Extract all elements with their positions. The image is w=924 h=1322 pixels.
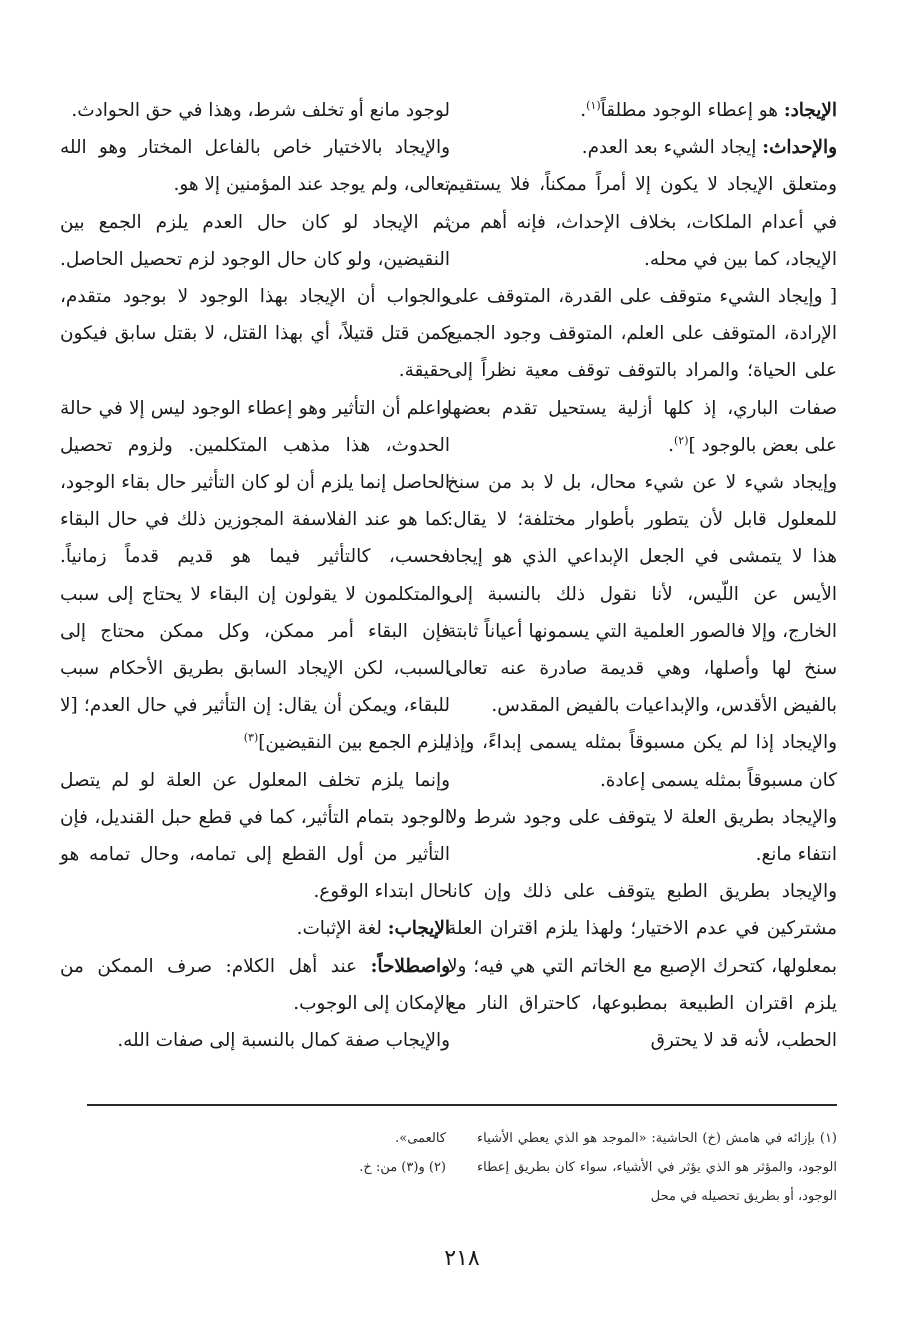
term-heading: الإيجاد: <box>783 100 837 121</box>
paragraph: وإيجاد شيء لا عن شيء محال، بل لا بد من سنخ للمعلول قابل لأن يتطور بأطوار مختلفة؛ لا يقال: هذا لا يتمشى في الجعل الإبداعي الذي هو إيجاد الأيس عن اللّيس، لأنا نقول ذلك بالنسبة إلى الخارج، وإلا فالصور العلمية التي يسمونها أعياناً ثابتة سنخ لها وأصلها، وهي قديمة صادرة عنه تعالى بالفيض الأقدس، والإبداعيات بالفيض المقدس. <box>447 472 837 717</box>
right-column <box>447 92 837 1059</box>
paragraph: لوجود مانع أو تخلف شرط، وهذا في حق الحوادث. <box>71 100 450 121</box>
paragraph-text: [ وإيجاد الشيء متوقف على القدرة، المتوقف على الإرادة، المتوقف على العلم، المتوقف وجود الجميع على الحياة؛ والمراد بالتوقف توقف معية نظراً إلى صفات الباري، إذ كلها أزلية يستحيل تقدم بعضها على بعض بالوجود ] <box>447 286 837 456</box>
footnote: (٢) و(٣) من: خ. <box>359 1160 446 1175</box>
paragraph: والإيجاد بطريق العلة لا يتوقف على وجود شرط ولا انتفاء مانع. <box>447 806 837 866</box>
paragraph-text: هو إعطاء الوجود مطلقاً <box>600 100 784 121</box>
footnote-ref[interactable]: (٣) <box>243 731 259 745</box>
footnote-ref[interactable]: (٢) <box>673 433 689 447</box>
paragraph-text: إيجاد الشيء بعد العدم. <box>581 137 763 159</box>
paragraph: ومتعلق الإيجاد لا يكون إلا أمراً ممكناً، فلا يستقيم في أعدام الملكات، بخلاف الإحداث، فإنه أهم من الإيجاد، كما بين في محله. <box>447 174 837 270</box>
paragraph-text: واعلم أن التأثير وهو إعطاء الوجود ليس إلا في حالة الحدوث، هذا مذهب المتكلمين. ولزوم تحصيل الحاصل إنما يلزم أن لو كان التأثير حال بقاء الوجود، كما هو عند الفلاسفة المجوزين ذلك في حال البقاء فحسب، كالتأثير فيما هو قديم قدماً زمانياً. والمتكلمون لا يقولون إن البقاء لا يحتاج إلى سبب فإن البقاء أمر ممكن، وكل ممكن محتاج إلى السبب، لكن الإيجاد السابق بطريق الأحكام سبب للبقاء، ويمكن أن يقال: إن التأثير في حال العدم؛ [لا يلزم الجمع بين النقيضين] <box>60 397 450 754</box>
paragraph: والإيجاد بطريق الطبع يتوقف على ذلك وإن كانا مشتركين في عدم الاختيار؛ ولهذا يلزم اقتران العلة بمعلولها، كتحرك الإصبع مع الخاتم التي هي فيه؛ ولا يلزم اقتران الطبيعة بمطبوعها، كاحتراق النار مع الحطب، لأنه قد لا يحترق <box>447 881 837 1052</box>
footnotes-left <box>276 1124 446 1182</box>
paragraph-tail: . <box>668 434 674 456</box>
paragraph: والإيجاد بالاختيار خاص بالفاعل المختار وهو الله تعالى، ولم يوجد عند المؤمنين إلا هو. <box>60 137 450 196</box>
paragraph <box>60 948 450 1022</box>
paragraph: ثم الإيجاد لو كان حال العدم يلزم الجمع بين النقيضين، ولو كان حال الوجود لزم تحصيل الحاصل. والجواب أن الإيجاد بهذا الوجود لا بوجود متقدم، كمن قتل قتيلاً، أي بهذا القتل، لا بقتل سابق فيكون حقيقة. <box>60 211 450 382</box>
paragraph <box>447 278 837 464</box>
left-column <box>60 92 450 1059</box>
paragraph <box>60 390 450 762</box>
term-heading: الإيجاب: <box>387 918 450 940</box>
term-heading: والإحداث: <box>762 137 837 159</box>
footnote-divider <box>87 1104 837 1106</box>
paragraph-text: عند أهل الكلام: صرف الممكن من الإمكان إلى الوجوب. <box>60 955 450 1014</box>
paragraph-tail: . <box>580 100 587 121</box>
paragraph <box>60 910 450 947</box>
footnote: كالعمى». <box>395 1131 446 1146</box>
paragraph: والإيجاب صفة كمال بالنسبة إلى صفات الله. <box>117 1030 450 1052</box>
footnotes-right <box>477 1124 837 1211</box>
footnote-ref[interactable]: (١) <box>586 98 601 112</box>
paragraph <box>447 92 837 129</box>
term-heading: واصطلاحاً: <box>370 955 450 977</box>
footnote: (١) بإزائه في هامش (خ) الحاشية: «الموجد هو الذي يعطي الأشياء الوجود، والمؤثر هو الذي يؤثر في الأشياء، سواء كان بطريق إعطاء الوجود، أو بطريق تحصيله في محل <box>477 1131 837 1204</box>
paragraph-text: لغة الإثبات. <box>296 918 388 940</box>
paragraph: وإنما يلزم تخلف المعلول عن العلة لو لم يتصل الوجود بتمام التأثير، كما في قطع حبل القنديل، فإن التأثير من أول القطع إلى تمامه، وحال تمامه هو حال ابتداء الوقوع. <box>60 769 450 903</box>
page-number: ٢١٨ <box>444 1246 480 1271</box>
paragraph <box>447 129 837 166</box>
paragraph: والإيجاد إذا لم يكن مسبوقاً بمثله يسمى إبداءً، وإذا كان مسبوقاً بمثله يسمى إعادة. <box>447 732 837 791</box>
